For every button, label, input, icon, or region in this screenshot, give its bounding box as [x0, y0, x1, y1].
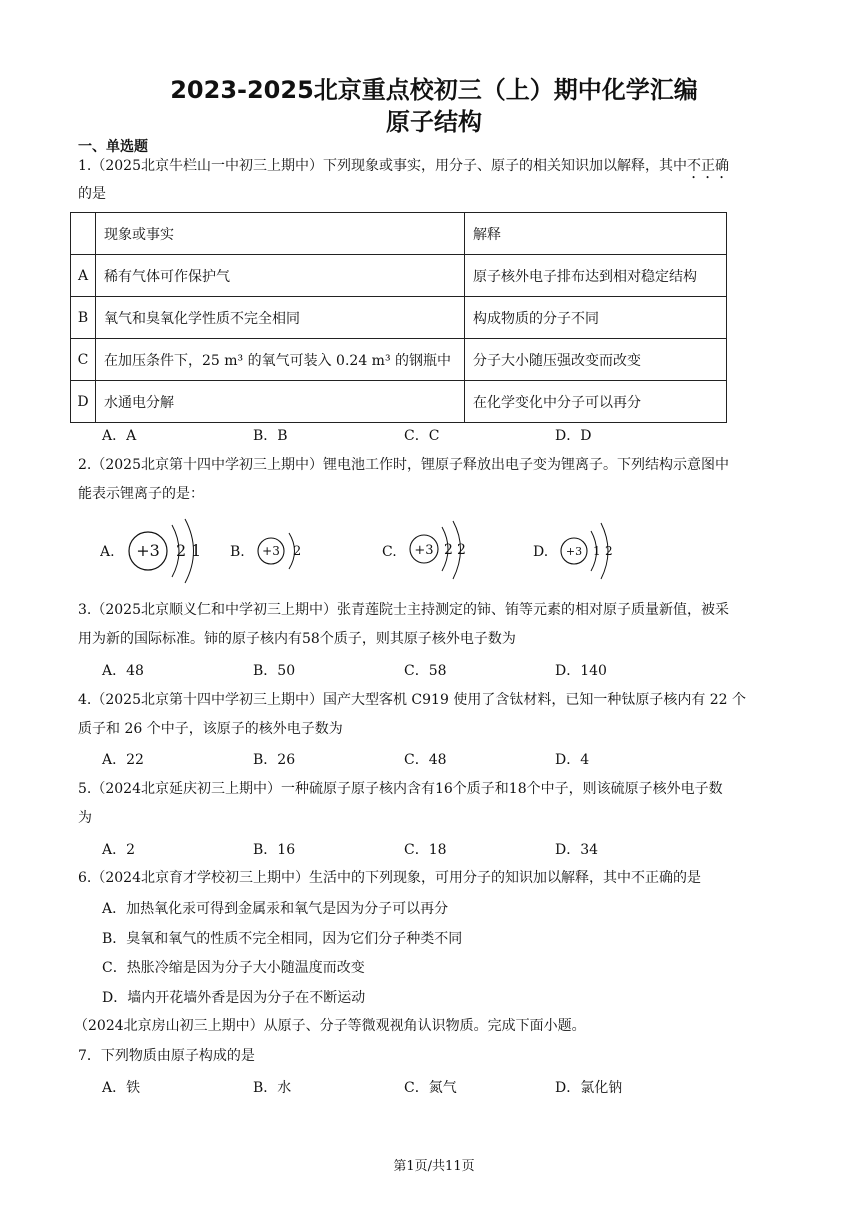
question-2-stem-cont: 能表示锂离子的是：: [78, 486, 204, 502]
atom-b-label[interactable]: B.: [230, 544, 245, 560]
option-a[interactable]: A．48: [102, 663, 144, 679]
question-1-options: [102, 425, 706, 445]
option-d[interactable]: D．D: [555, 428, 592, 444]
option-b[interactable]: B．26: [253, 752, 296, 768]
option-b[interactable]: B．50: [253, 663, 296, 679]
atom-d-label[interactable]: D.: [533, 544, 549, 560]
question-5-options: [102, 839, 706, 859]
atom-a-shell-2-count: 1: [191, 541, 202, 560]
question-6-stem: 6.（2024北京育才学校初三上期中）生活中的下列现象，可用分子的知识加以解释，其中不正确的是: [78, 870, 701, 886]
table-header-row: [71, 213, 727, 255]
option-d[interactable]: D．4: [555, 752, 590, 768]
question-4-stem-cont: 质子和 26 个中子，该原子的核外电子数为: [78, 721, 343, 737]
question-7-intro: （2024北京房山初三上期中）从原子、分子等微观视角认识物质。完成下面小题。: [74, 1018, 586, 1034]
atom-c-charge: +3: [414, 543, 434, 558]
atom-b-charge: +3: [262, 544, 280, 558]
table-row: [71, 255, 727, 297]
row-explanation: 在化学变化中分子可以再分: [465, 381, 727, 423]
row-explanation: 构成物质的分子不同: [465, 297, 727, 339]
option-b[interactable]: B．水: [253, 1080, 292, 1096]
question-7-options: [102, 1077, 706, 1097]
option-d[interactable]: D．墙内开花墙外香是因为分子在不断运动: [102, 990, 366, 1006]
row-key: C: [71, 339, 96, 381]
row-phenomenon: 水通电分解: [96, 381, 465, 423]
section-heading: 一、单选题: [78, 139, 148, 155]
option-c[interactable]: C．热胀冷缩是因为分子大小随温度而改变: [102, 960, 365, 976]
question-3-stem: 3.（2025北京顺义仁和中学初三上期中）张青莲院士主持测定的铈、铕等元素的相对原子质量新值，被采: [78, 602, 729, 618]
table-row: [71, 381, 727, 423]
row-phenomenon: 氧气和臭氧化学性质不完全相同: [96, 297, 465, 339]
option-c[interactable]: C．58: [404, 663, 447, 679]
page-number: 第1页/共11页: [393, 1159, 475, 1174]
question-5-stem: 5.（2024北京延庆初三上期中）一种硫原子原子核内含有16个质子和18个中子，则该硫原子核外电子数: [78, 781, 723, 797]
option-c[interactable]: C．C: [404, 428, 440, 444]
atom-c-label[interactable]: C.: [382, 544, 397, 560]
option-b[interactable]: B．B: [253, 428, 288, 444]
option-a[interactable]: A．加热氧化汞可得到金属汞和氧气是因为分子可以再分: [102, 901, 449, 917]
question-3-stem-cont: 用为新的国际标准。铈的原子核内有58个质子，则其原子核外电子数为: [78, 631, 516, 647]
atom-a-charge: +3: [136, 541, 160, 560]
atom-a-shell-1-count: 2: [176, 541, 187, 560]
option-a[interactable]: A．铁: [102, 1080, 141, 1096]
atom-structure-diagrams: [100, 515, 660, 587]
table-header-explanation: 解释: [465, 213, 727, 255]
question-1-stem-cont: 的是: [78, 186, 106, 202]
option-c[interactable]: C．48: [404, 752, 447, 768]
option-b[interactable]: B．臭氧和氧气的性质不完全相同，因为它们分子种类不同: [102, 931, 463, 947]
question-2-stem: 2.（2025北京第十四中学初三上期中）锂电池工作时，锂原子释放出电子变为锂离子。下列结构示意图中: [78, 457, 729, 473]
atom-d-shell-1-count: 1: [593, 544, 601, 558]
row-key: A: [71, 255, 96, 297]
emphasis-text: 不正确: [686, 158, 729, 174]
atom-d-shell-2-count: 2: [605, 544, 613, 558]
atom-b-shell-1-count: 2: [293, 544, 302, 559]
question-1-stem: [78, 156, 729, 182]
row-explanation: 分子大小随压强改变而改变: [465, 339, 727, 381]
row-phenomenon: 在加压条件下，25 m³ 的氧气可装入 0.24 m³ 的钢瓶中: [96, 339, 465, 381]
table-header-phenomenon: 现象或事实: [96, 213, 465, 255]
option-c[interactable]: C．氮气: [404, 1080, 457, 1096]
table-row: [71, 297, 727, 339]
option-c[interactable]: C．18: [404, 842, 447, 858]
row-key: B: [71, 297, 96, 339]
row-explanation: 原子核外电子排布达到相对稳定结构: [465, 255, 727, 297]
table-cell: [71, 213, 96, 255]
option-a[interactable]: A．A: [102, 428, 137, 444]
option-d[interactable]: D．140: [555, 663, 607, 679]
question-4-options: [102, 749, 706, 769]
option-d[interactable]: D．氯化钠: [555, 1080, 623, 1096]
atom-c-shell-2-count: 2: [457, 542, 466, 558]
option-d[interactable]: D．34: [555, 842, 599, 858]
page-subtitle: 原子结构: [386, 108, 482, 136]
option-b[interactable]: B．16: [253, 842, 296, 858]
option-a[interactable]: A．2: [102, 842, 136, 858]
option-a[interactable]: A．22: [102, 752, 144, 768]
table-row: [71, 339, 727, 381]
question-5-stem-cont: 为: [78, 810, 92, 826]
question-7-stem: 7．下列物质由原子构成的是: [78, 1048, 255, 1064]
atom-d-charge: +3: [565, 545, 583, 558]
page-title: 2023-2025北京重点校初三（上）期中化学汇编: [170, 76, 698, 104]
atom-c-shell-1-count: 2: [444, 542, 453, 558]
question-1-text: 1.（2025北京牛栏山一中初三上期中）下列现象或事实，用分子、原子的相关知识加以解释，其中: [78, 158, 687, 174]
row-phenomenon: 稀有气体可作保护气: [96, 255, 465, 297]
atom-a-label[interactable]: A.: [100, 544, 115, 560]
question-4-stem: 4.（2025北京第十四中学初三上期中）国产大型客机 C919 使用了含钛材料，已知一种钛原子核内有 22 个: [78, 692, 747, 708]
question-1-table: [70, 212, 727, 423]
question-3-options: [102, 660, 706, 680]
row-key: D: [71, 381, 96, 423]
